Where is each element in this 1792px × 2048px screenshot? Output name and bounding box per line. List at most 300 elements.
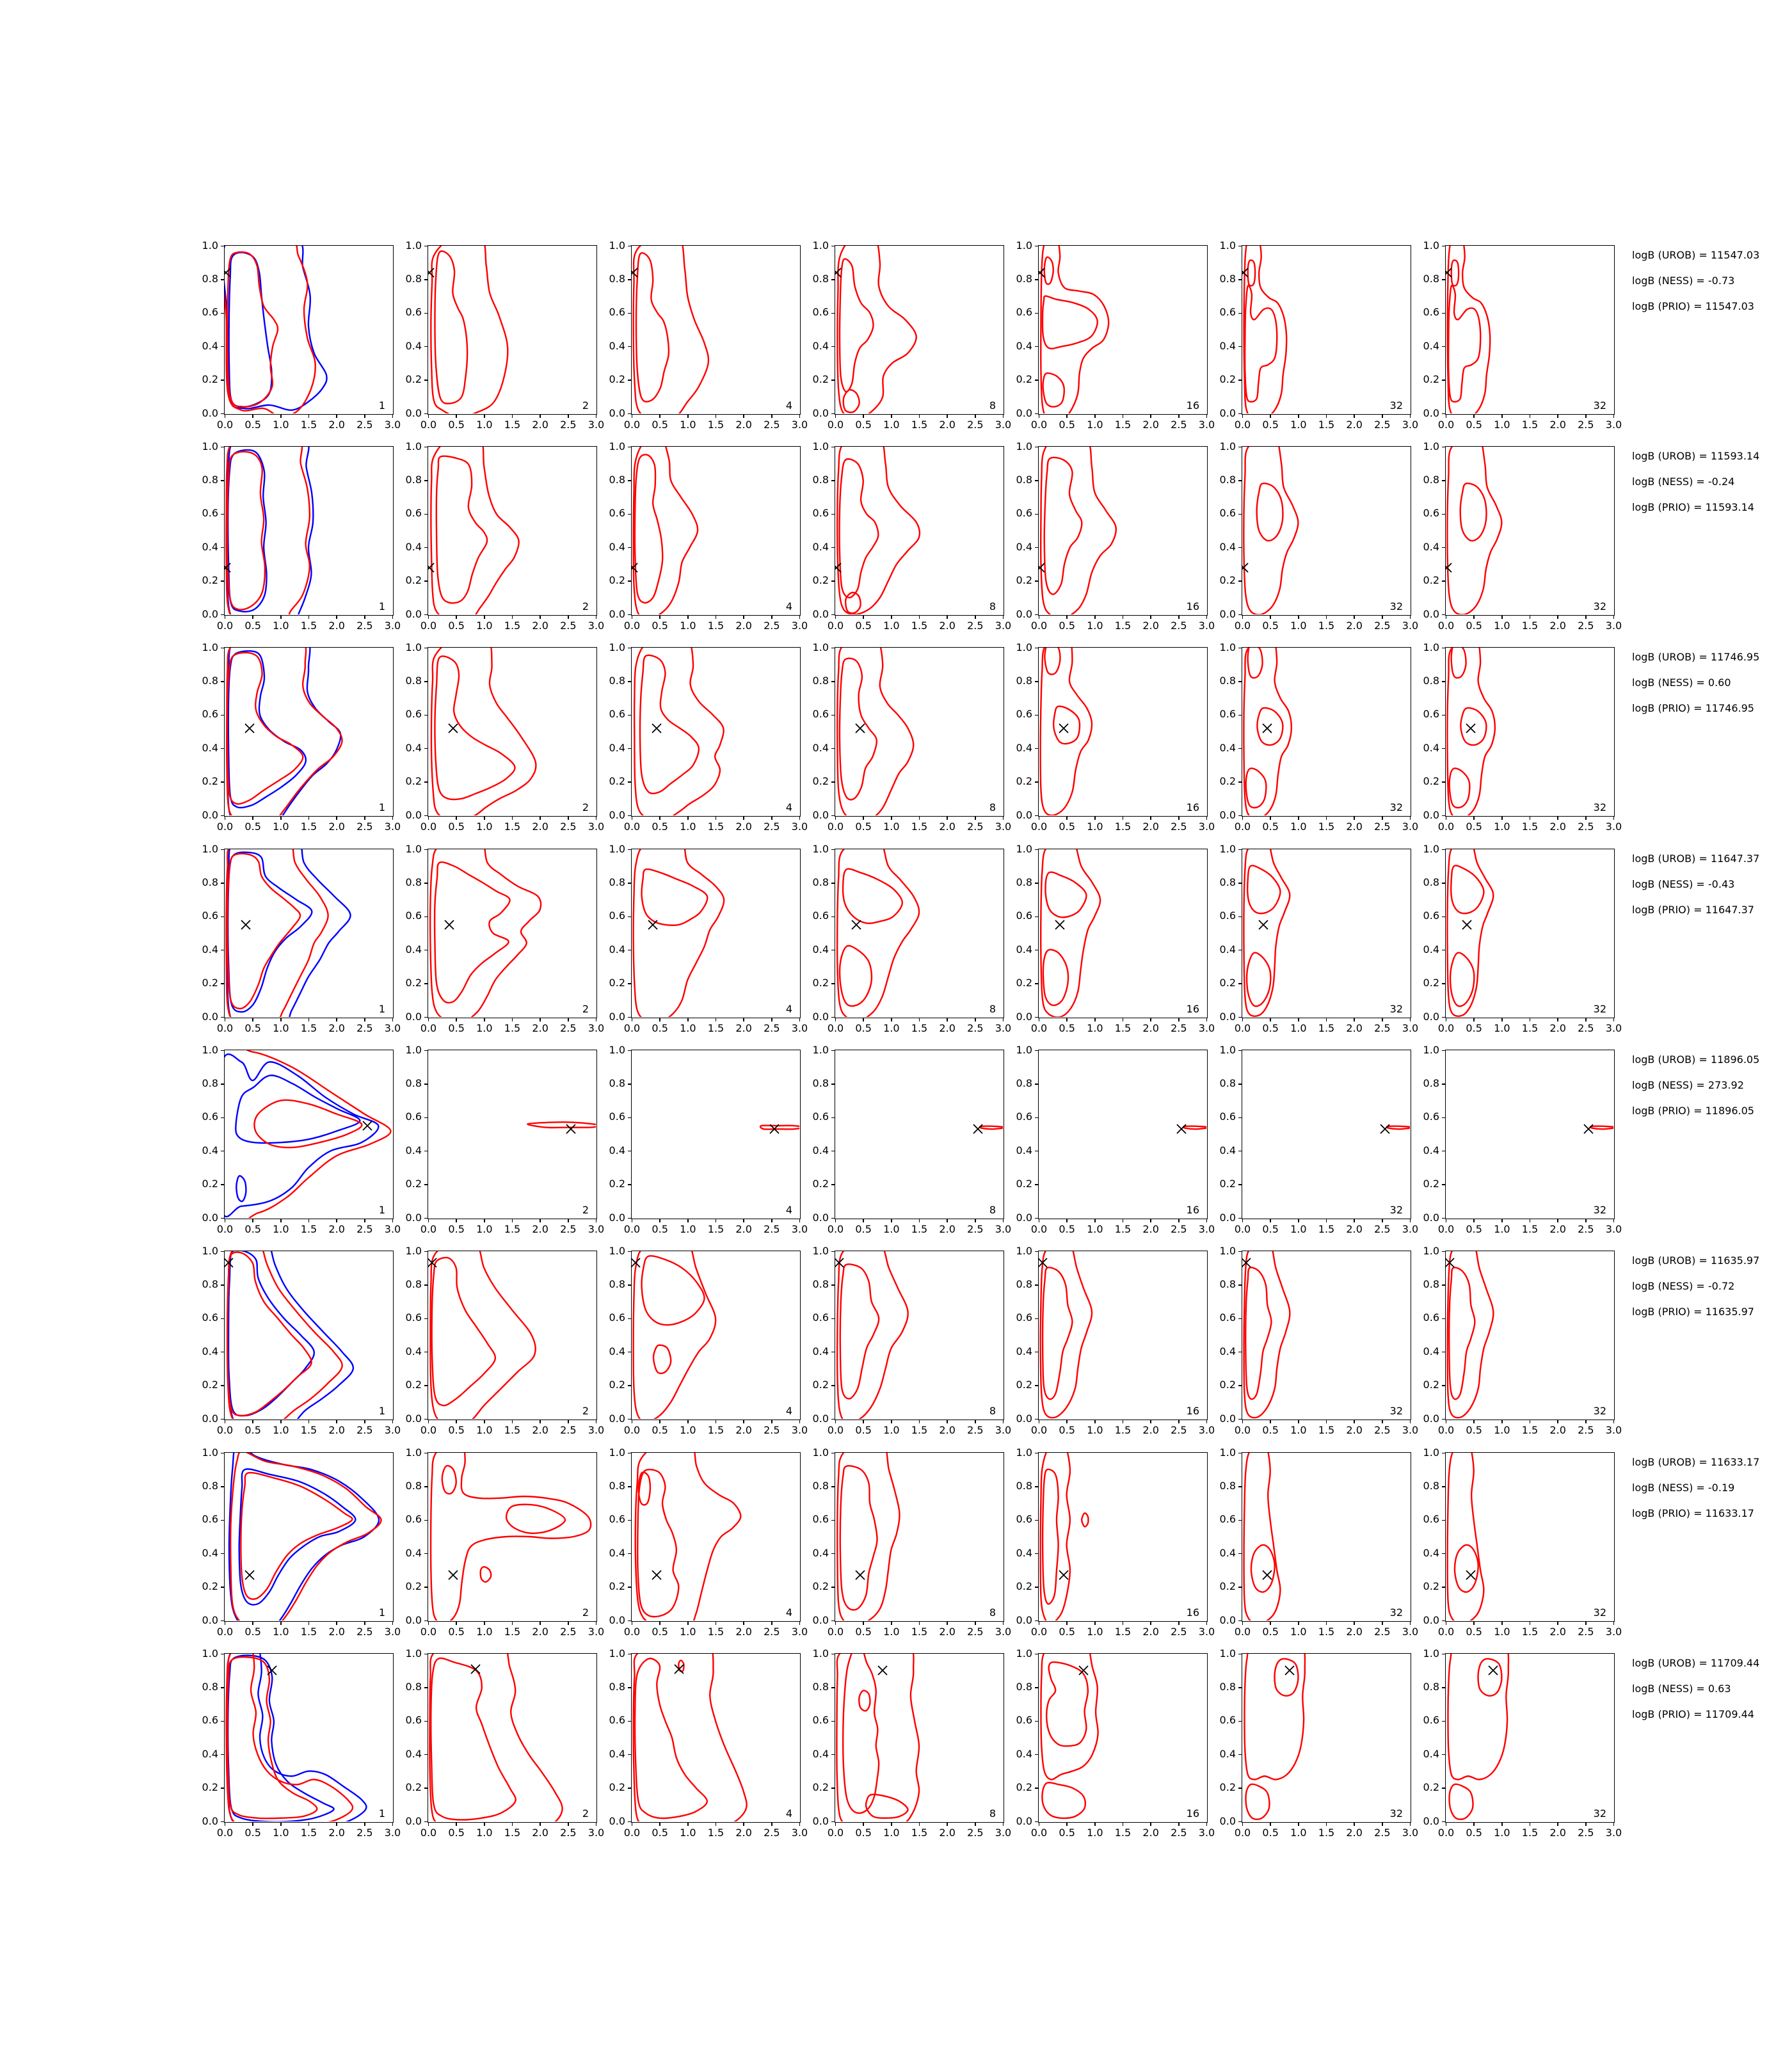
plot-area: [224, 446, 394, 616]
x-tick-label: 3.0: [1605, 419, 1622, 431]
y-tick: [424, 380, 428, 381]
x-tick-label: 1.0: [273, 820, 289, 833]
y-tick: [1238, 1218, 1242, 1219]
x-tick-label: 0.5: [448, 1424, 465, 1436]
x-tick-label: 2.5: [764, 820, 780, 833]
y-tick-label: 0.2: [1016, 977, 1032, 989]
y-tick: [628, 1218, 631, 1219]
contour-panel: [202, 239, 401, 431]
y-tick-label: 0.2: [1423, 1379, 1439, 1391]
y-tick-label: 1.0: [1016, 842, 1032, 855]
x-tick: [364, 1420, 365, 1423]
x-tick-label: 1.5: [504, 1022, 521, 1034]
y-tick-label: 0.0: [812, 1211, 829, 1224]
plot-area: [1445, 1653, 1615, 1823]
y-tick-label: 1.0: [1016, 1647, 1032, 1660]
y-tick-label: 0.6: [405, 1311, 422, 1324]
x-tick-label: 1.0: [680, 820, 696, 833]
y-tick: [1442, 1151, 1445, 1152]
y-tick: [1442, 614, 1445, 616]
x-tick-label: 1.5: [707, 1626, 724, 1638]
contour-lines: [835, 849, 1003, 1017]
red-contour: [840, 1264, 879, 1398]
x-tick-label: 0.0: [216, 1022, 234, 1034]
y-tick: [221, 380, 224, 381]
y-tick-label: 0.2: [1423, 977, 1439, 989]
y-tick: [628, 447, 631, 448]
x-tick-label: 2.5: [764, 1827, 780, 1839]
contour-panel: [1423, 1043, 1622, 1235]
y-tick-label: 0.4: [202, 1546, 218, 1559]
y-tick: [628, 1284, 631, 1286]
y-tick: [1035, 1788, 1038, 1789]
panel-count-label: 8: [989, 399, 996, 412]
y-tick-label: 0.6: [1016, 507, 1032, 520]
y-tick-label: 0.4: [202, 339, 218, 352]
y-tick: [831, 547, 835, 548]
y-tick: [1035, 1821, 1038, 1823]
blue-contour: [227, 447, 313, 614]
x-tick-label: 0.0: [623, 820, 641, 833]
x-marker: [876, 1664, 889, 1677]
plot-area: [835, 446, 1004, 616]
contour-panel: [1219, 1446, 1419, 1638]
x-tick: [687, 1420, 689, 1423]
contour-lines: [225, 246, 392, 413]
y-tick: [1035, 547, 1038, 548]
x-tick: [512, 616, 513, 619]
y-tick: [424, 1788, 428, 1789]
y-tick: [831, 1788, 835, 1789]
panel-count-label: 4: [785, 399, 792, 412]
y-tick-label: 0.0: [202, 808, 218, 821]
y-tick-label: 0.6: [609, 306, 625, 319]
red-contour: [1044, 648, 1060, 675]
x-marker: [972, 1123, 984, 1135]
contour-panel: [405, 1043, 605, 1235]
x-tick: [280, 1420, 282, 1423]
x-tick-label: 1.0: [476, 1827, 493, 1839]
y-tick-label: 0.8: [609, 1277, 625, 1290]
x-marker: [243, 722, 256, 735]
y-tick-label: 0.0: [1423, 1010, 1439, 1023]
x-tick-label: 2.5: [967, 419, 984, 431]
y-tick-label: 0.4: [609, 1144, 625, 1156]
contour-panel: [1016, 1647, 1215, 1839]
y-tick-label: 0.0: [1423, 1814, 1439, 1827]
x-tick-label: 3.0: [791, 1223, 808, 1235]
y-tick: [424, 1184, 428, 1185]
panel-count-label: 16: [1186, 1003, 1199, 1015]
x-tick-label: 2.0: [1346, 1022, 1363, 1034]
x-tick: [484, 1420, 485, 1423]
x-tick-label: 2.5: [560, 419, 577, 431]
x-tick-label: 1.5: [707, 820, 724, 833]
x-tick-label: 2.0: [1142, 1626, 1159, 1638]
red-contour: [431, 447, 518, 614]
x-tick-label: 1.0: [273, 1022, 289, 1034]
x-tick: [1094, 415, 1096, 418]
red-contour: [431, 1658, 515, 1820]
x-tick: [1326, 817, 1327, 820]
x-tick: [336, 1622, 337, 1625]
y-tick: [221, 1553, 224, 1555]
y-tick-label: 0.2: [609, 574, 625, 587]
x-tick-label: 0.5: [652, 1424, 668, 1436]
y-tick-label: 0.6: [1016, 708, 1032, 721]
x-tick: [1326, 1018, 1327, 1021]
y-tick-label: 1.0: [812, 239, 829, 252]
y-tick: [1035, 1084, 1038, 1085]
y-tick: [1238, 916, 1242, 918]
blue-contour: [228, 450, 266, 612]
y-tick: [424, 514, 428, 515]
x-tick: [1298, 415, 1299, 418]
y-tick: [424, 950, 428, 951]
y-tick: [628, 748, 631, 749]
y-tick-label: 1.0: [202, 1043, 218, 1056]
red-contour: [635, 1658, 707, 1818]
y-tick-label: 0.4: [1423, 741, 1439, 754]
x-tick: [632, 616, 633, 619]
y-tick: [424, 983, 428, 984]
x-tick: [835, 1823, 836, 1826]
y-tick: [1442, 547, 1445, 548]
x-tick-label: 2.5: [1578, 1626, 1594, 1638]
plot-area: [1242, 245, 1411, 415]
panel-count-label: 2: [582, 1405, 589, 1417]
contour-panel: [1016, 1043, 1215, 1235]
y-tick: [1238, 715, 1242, 716]
red-contour: [227, 1251, 342, 1419]
x-tick-label: 2.5: [1578, 1223, 1594, 1235]
y-tick-label: 0.4: [609, 741, 625, 754]
y-tick-label: 0.0: [1016, 1613, 1032, 1626]
red-contour: [1043, 296, 1098, 349]
x-marker: [1445, 561, 1453, 574]
x-tick: [1501, 1420, 1503, 1423]
red-contour: [227, 1654, 353, 1821]
x-tick-label: 0.0: [420, 620, 437, 632]
plot-area: [224, 1452, 394, 1622]
contour-panel: [1219, 1647, 1419, 1839]
y-tick-label: 0.0: [812, 1814, 829, 1827]
x-tick-label: 3.0: [995, 419, 1012, 431]
red-contour: [1450, 1784, 1473, 1820]
x-tick-label: 2.5: [1171, 1424, 1187, 1436]
plot-area: [1445, 245, 1615, 415]
x-marker: [469, 1663, 482, 1676]
y-tick-label: 0.2: [609, 373, 625, 386]
x-tick-label: 1.5: [1521, 1022, 1539, 1034]
y-tick-label: 0.0: [1423, 1613, 1439, 1626]
y-tick-label: 0.6: [812, 507, 829, 520]
x-tick-label: 2.0: [532, 1626, 548, 1638]
y-tick-label: 0.0: [405, 607, 422, 620]
x-tick: [364, 1219, 365, 1222]
x-tick: [1530, 817, 1531, 820]
y-tick-label: 0.8: [1219, 674, 1236, 687]
y-tick-label: 1.0: [202, 440, 218, 452]
y-tick-label: 0.0: [1016, 1814, 1032, 1827]
x-tick-label: 2.0: [328, 1424, 345, 1436]
y-tick-label: 0.0: [202, 1010, 218, 1023]
x-tick-label: 3.0: [1198, 820, 1215, 833]
x-tick-label: 2.0: [1549, 1022, 1566, 1034]
x-tick: [540, 817, 541, 820]
x-tick: [1530, 1018, 1531, 1021]
y-tick: [1035, 1385, 1038, 1386]
y-tick-label: 0.2: [1423, 373, 1439, 386]
x-tick: [919, 1622, 920, 1625]
y-tick: [1442, 1687, 1445, 1688]
red-contour: [1448, 285, 1480, 402]
y-tick: [1238, 950, 1242, 951]
y-tick-label: 0.8: [1423, 1479, 1439, 1492]
x-tick-label: 2.0: [1142, 1424, 1159, 1436]
y-tick: [424, 648, 428, 649]
x-tick: [225, 1622, 226, 1625]
x-tick-label: 2.5: [967, 1022, 984, 1034]
plot-area: [428, 1653, 597, 1823]
y-tick: [628, 983, 631, 984]
x-tick-label: 1.0: [1087, 1827, 1103, 1839]
y-tick: [628, 514, 631, 515]
contour-panel: [1219, 1244, 1419, 1436]
x-tick-label: 0.0: [1030, 620, 1048, 632]
contour-lines: [1446, 1453, 1613, 1620]
x-tick: [687, 1622, 689, 1625]
x-tick-label: 0.5: [1059, 1626, 1075, 1638]
x-tick: [1613, 817, 1615, 820]
contour-panel: [1423, 239, 1622, 431]
y-tick-label: 0.4: [1219, 1546, 1236, 1559]
x-tick: [1242, 1219, 1244, 1222]
x-tick: [891, 1219, 892, 1222]
blue-contour: [225, 1054, 378, 1217]
y-tick: [1035, 950, 1038, 951]
x-tick: [1178, 1219, 1180, 1222]
x-marker: [854, 722, 867, 735]
x-tick-label: 0.5: [652, 1626, 668, 1638]
y-tick-label: 0.4: [812, 1546, 829, 1559]
contour-panel: [405, 1647, 605, 1839]
y-tick: [831, 1352, 835, 1353]
red-contour: [1245, 285, 1277, 402]
panel-count-label: 32: [1593, 399, 1606, 412]
x-tick: [1557, 817, 1558, 820]
y-tick: [424, 781, 428, 783]
y-tick: [1442, 983, 1445, 984]
y-tick-label: 0.2: [812, 775, 829, 788]
y-tick: [221, 279, 224, 280]
y-tick: [831, 781, 835, 783]
x-tick: [771, 1622, 772, 1625]
y-tick-label: 1.0: [1219, 1244, 1236, 1257]
x-tick-label: 2.5: [764, 1424, 780, 1436]
x-tick-label: 0.0: [623, 1022, 641, 1034]
x-tick-label: 1.5: [1318, 1626, 1335, 1638]
y-tick: [831, 983, 835, 984]
contour-panel: [609, 641, 808, 833]
y-tick: [1035, 681, 1038, 682]
y-tick: [628, 681, 631, 682]
x-tick-label: 0.5: [1059, 1022, 1075, 1034]
y-tick-label: 0.4: [1423, 1546, 1439, 1559]
x-tick-label: 0.0: [623, 1827, 641, 1839]
x-tick-label: 2.5: [967, 1827, 984, 1839]
x-tick-label: 1.0: [476, 1626, 493, 1638]
y-tick: [1238, 514, 1242, 515]
x-tick: [1354, 1420, 1355, 1423]
blue-contour: [236, 1075, 360, 1143]
x-tick: [225, 1018, 226, 1021]
x-tick: [771, 817, 772, 820]
x-tick: [484, 1622, 485, 1625]
x-tick-label: 1.5: [911, 1626, 928, 1638]
y-tick-label: 0.6: [1016, 1714, 1032, 1727]
y-tick-label: 0.4: [1016, 1345, 1032, 1357]
red-contour: [527, 1122, 596, 1128]
x-tick-label: 3.0: [384, 1827, 401, 1839]
contour-panel: [609, 440, 808, 632]
panel-count-label: 16: [1186, 1807, 1199, 1820]
x-tick-label: 0.5: [1059, 419, 1075, 431]
y-tick-label: 0.2: [202, 775, 218, 788]
x-tick: [1557, 415, 1558, 418]
plot-area: [428, 1452, 597, 1622]
x-tick-label: 0.0: [1030, 1626, 1048, 1638]
panel-count-label: 2: [582, 1606, 589, 1619]
y-tick-label: 0.0: [405, 1814, 422, 1827]
x-tick: [919, 1219, 920, 1222]
x-tick-label: 0.5: [244, 820, 261, 833]
x-tick: [771, 415, 772, 418]
x-tick: [568, 1622, 569, 1625]
y-tick: [424, 346, 428, 348]
x-tick: [771, 1219, 772, 1222]
y-tick: [1238, 1553, 1242, 1555]
x-tick-label: 2.0: [1346, 1626, 1363, 1638]
x-marker: [835, 1256, 845, 1269]
x-tick-label: 0.5: [1262, 1022, 1279, 1034]
x-tick: [659, 415, 660, 418]
x-tick-label: 0.5: [1466, 1626, 1482, 1638]
y-tick-label: 0.4: [1016, 943, 1032, 956]
y-tick-label: 0.6: [202, 708, 218, 721]
y-tick: [1238, 849, 1242, 851]
y-tick-label: 0.0: [812, 607, 829, 620]
x-tick: [1039, 817, 1040, 820]
y-tick-label: 0.8: [1423, 1277, 1439, 1290]
plot-area: [1038, 446, 1208, 616]
y-tick-label: 0.8: [1016, 1680, 1032, 1693]
y-tick-label: 0.2: [1016, 1580, 1032, 1593]
y-tick: [1442, 715, 1445, 716]
x-tick: [863, 1823, 864, 1826]
x-tick-label: 0.5: [1262, 620, 1279, 632]
y-tick-label: 0.8: [609, 272, 625, 285]
x-tick-label: 0.0: [420, 419, 437, 431]
x-tick: [743, 1420, 744, 1423]
x-tick: [659, 1823, 660, 1826]
y-tick: [221, 246, 224, 247]
x-tick-label: 1.0: [273, 1626, 289, 1638]
y-tick: [1442, 514, 1445, 515]
y-tick: [1238, 614, 1242, 616]
x-tick: [364, 415, 365, 418]
y-tick-label: 0.2: [202, 977, 218, 989]
plot-area: [224, 245, 394, 415]
y-tick-label: 0.4: [1423, 1345, 1439, 1357]
x-tick-label: 2.5: [356, 1424, 373, 1436]
panel-count-label: 32: [1389, 399, 1403, 412]
x-tick-label: 3.0: [1198, 1223, 1215, 1235]
x-tick: [540, 1622, 541, 1625]
x-tick: [891, 1420, 892, 1423]
contour-lines: [428, 246, 596, 413]
y-tick-label: 0.4: [1016, 339, 1032, 352]
y-tick: [221, 1453, 224, 1454]
red-contour: [1448, 1251, 1494, 1418]
y-tick-label: 1.0: [405, 1043, 422, 1056]
x-tick: [771, 616, 772, 619]
panel-count-label: 32: [1389, 1606, 1403, 1619]
x-tick-label: 2.5: [1374, 1424, 1391, 1436]
y-tick-label: 0.0: [405, 1010, 422, 1023]
x-tick-label: 1.0: [1087, 1022, 1103, 1034]
y-tick-label: 0.4: [1016, 741, 1032, 754]
y-tick: [1442, 950, 1445, 951]
x-tick-label: 1.0: [680, 620, 696, 632]
x-tick-label: 1.0: [1290, 1626, 1307, 1638]
red-contour: [1245, 1267, 1271, 1399]
y-tick-label: 1.0: [405, 641, 422, 653]
y-tick: [831, 1184, 835, 1185]
x-tick-label: 0.0: [216, 620, 234, 632]
y-tick: [1035, 1419, 1038, 1420]
panel-count-label: 1: [378, 801, 385, 813]
panel-count-label: 8: [989, 1807, 996, 1820]
x-tick-label: 3.0: [791, 1626, 808, 1638]
y-tick-label: 0.8: [405, 272, 422, 285]
y-tick: [221, 1050, 224, 1052]
plot-area: [631, 1653, 801, 1823]
y-tick-label: 0.0: [812, 1412, 829, 1425]
x-tick-label: 2.0: [939, 1022, 956, 1034]
x-tick: [1446, 817, 1447, 820]
plot-area: [631, 446, 801, 616]
contour-panel: [609, 1446, 808, 1638]
x-tick-label: 0.5: [1059, 820, 1075, 833]
panel-count-label: 32: [1593, 1606, 1606, 1619]
red-contour: [1041, 246, 1108, 413]
contour-lines: [428, 447, 596, 614]
x-tick: [484, 415, 485, 418]
x-tick: [336, 1219, 337, 1222]
x-tick: [1123, 1420, 1124, 1423]
y-tick: [1035, 1218, 1038, 1219]
x-tick-label: 1.0: [1290, 419, 1307, 431]
red-contour: [634, 246, 708, 413]
x-marker: [361, 1119, 374, 1132]
x-tick: [1066, 1622, 1068, 1625]
x-tick: [1613, 1823, 1615, 1826]
y-tick-label: 1.0: [405, 1446, 422, 1459]
x-tick: [1123, 817, 1124, 820]
x-tick-label: 2.0: [532, 1827, 548, 1839]
y-tick: [424, 748, 428, 749]
